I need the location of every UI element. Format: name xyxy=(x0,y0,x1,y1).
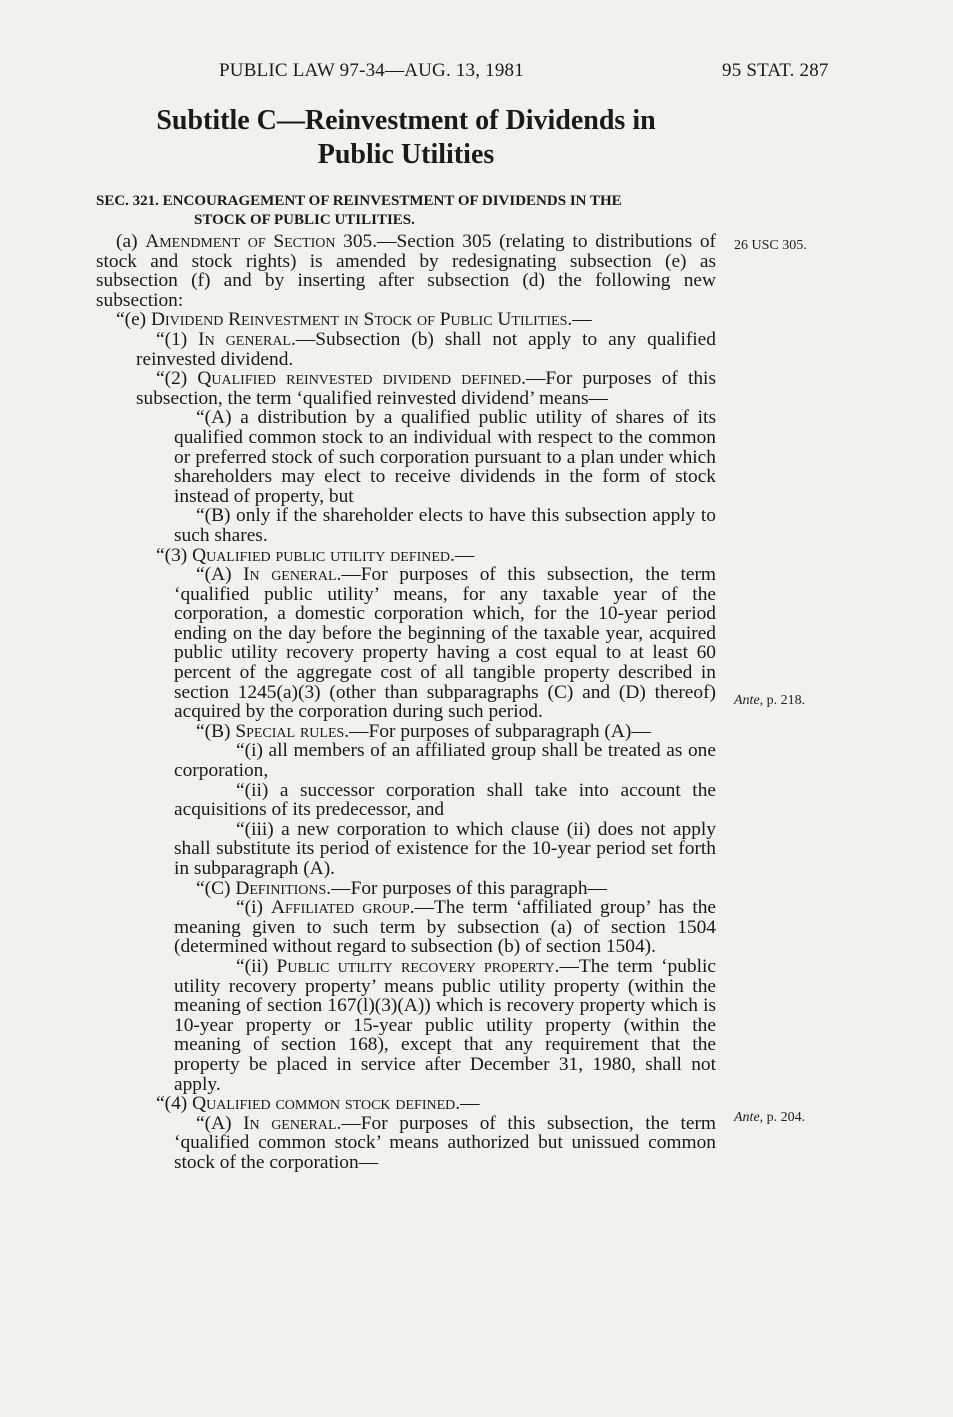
subsection-e-tail: — xyxy=(572,309,592,331)
paragraph-3-b-text: —For purposes of subparagraph (A)— xyxy=(349,720,651,742)
paragraph-2-a: “(A) a distribution by a qualified public utility of shares of its qualified common stock to an individual with respect to the common or preferred stock of such corporation pursuant to a plan under which shareholders may elect to receive dividends in the form of stock instead of property, but xyxy=(174,407,716,507)
paragraph-3-c xyxy=(96,879,716,899)
ante-word: Ante, xyxy=(734,1110,764,1125)
subsection-e-heading: Dividend Reinvestment in Stock of Public Utilities. xyxy=(150,309,573,331)
paragraph-3-b xyxy=(96,722,716,742)
clause-3-c-ii xyxy=(96,957,716,1094)
paragraph-3-b-open: “(B) xyxy=(196,720,236,742)
section-heading xyxy=(96,192,716,230)
paragraph-3-open: “(3) xyxy=(156,544,193,566)
clause-3-c-ii-open: “(ii) xyxy=(236,955,277,977)
paragraph-3-b-heading: Special rules. xyxy=(235,720,350,742)
ante-page: p. 204. xyxy=(766,1110,806,1125)
section-heading-line2: STOCK OF PUBLIC UTILITIES. xyxy=(194,212,415,228)
clause-3-c-i xyxy=(96,898,716,957)
paragraph-1-text: —Subsection (b) shall not apply to any qualified reinvested dividend. xyxy=(136,328,716,370)
paragraph-4-a xyxy=(96,1114,716,1173)
clause-3-b-ii: “(ii) a successor corporation shall take into account the acquisitions of its predecessor, and xyxy=(174,779,716,821)
paragraph-3-heading: Qualified public utility defined. xyxy=(192,544,455,566)
paragraph-4-a-open: “(A) xyxy=(196,1112,244,1134)
paragraph-4-tail: — xyxy=(460,1093,480,1115)
public-law-citation: PUBLIC LAW 97-34—AUG. 13, 1981 xyxy=(219,60,524,81)
paragraph-3-c-text: —For purposes of this paragraph— xyxy=(331,877,607,899)
section-heading-line1: SEC. 321. ENCOURAGEMENT OF REINVESTMENT OF DIVIDENDS IN THE xyxy=(96,193,622,209)
paragraph-2-b: “(B) only if the shareholder elects to have this subsection apply to such shares. xyxy=(174,505,716,546)
paragraph-1 xyxy=(96,330,716,369)
paragraph-a: (a) Amendment of Section 305.—Section 305 (relating to distributions of stock and stock rights) is amended by redesignating subsection (e) as subsection (f) and by inserting after subsection (d) the following new subsection: xyxy=(96,231,716,311)
paragraph-a-heading: Amendment of Section 305. xyxy=(145,231,378,252)
paragraph-3-a-open: “(A) xyxy=(196,564,244,586)
ante-page: p. 218. xyxy=(766,693,806,708)
paragraph-4-heading: Qualified common stock defined. xyxy=(192,1093,461,1115)
margin-note-ante-218 xyxy=(734,693,805,709)
clause-3-c-i-heading: Affiliated group. xyxy=(271,897,415,919)
paragraph-1-heading: In general. xyxy=(198,328,296,350)
paragraph-4 xyxy=(96,1094,716,1114)
paragraph-3-a-text: —For purposes of this subsection, the term ‘qualified public utility’ means, for any taxable year of the corporation, a domestic corporation which, for the 10-year period ending on the day before the beginning of the taxable year, acquired public utility recovery property having a cost equal to at least 60 percent of the aggregate cost of all tangible property described in section 1245(a)(3) (other than subparagraphs (C) and (D) thereof) acquired by the corporation during such period. xyxy=(174,564,717,723)
paragraph-2-open: “(2) xyxy=(156,368,198,390)
subtitle-heading-line2: Public Utilities xyxy=(317,139,495,170)
subsection-e xyxy=(96,310,716,330)
subtitle-heading-line1: Subtitle C—Reinvestment of Dividends in xyxy=(156,105,656,136)
ante-word: Ante, xyxy=(734,693,764,708)
paragraph-2-text: —For purposes of this subsection, the term ‘qualified reinvested dividend’ means— xyxy=(136,368,716,409)
paragraph-a-text: —Section 305 (relating to distributions of stock and stock rights) is amended by redesignating subsection (e) as subsection (f) and by inserting after subsection (d) the following new subsection: xyxy=(96,231,716,311)
clause-3-c-ii-text: —The term ‘public utility recovery property’ means public utility property (within the meaning of section 167(l)(3)(A)) which is recovery property which is 10-year property or 15-year public utility property (within the meaning of section 168), except that any requirement that the property be placed in service after December 31, 1980, shall not apply. xyxy=(174,955,716,1095)
running-header xyxy=(0,60,953,86)
paragraph-4-a-heading: In general. xyxy=(243,1112,342,1134)
subsection-e-open: “(e) xyxy=(116,309,151,331)
paragraph-3 xyxy=(96,546,716,566)
margin-note-ante-204 xyxy=(734,1110,805,1126)
paragraph-3-c-open: “(C) xyxy=(196,877,236,899)
clause-3-b-i: “(i) all members of an affiliated group shall be treated as one corporation, xyxy=(174,740,716,782)
subtitle-heading xyxy=(96,104,716,172)
paragraph-1-open: “(1) xyxy=(156,328,199,350)
statute-page-number: 95 STAT. 287 xyxy=(722,60,829,81)
paragraph-3-tail: — xyxy=(454,544,475,566)
paragraph-3-a xyxy=(96,565,716,722)
paragraph-2-heading: Qualified reinvested dividend defined. xyxy=(197,368,526,390)
statute-body xyxy=(96,232,716,1173)
paragraph-4-a-text: —For purposes of this subsection, the term ‘qualified common stock’ means authorized but unissued common stock of the corporation— xyxy=(174,1112,717,1173)
margin-note-usc: 26 USC 305. xyxy=(734,238,807,253)
clause-3-c-i-open: “(i) xyxy=(236,897,271,919)
paragraph-4-open: “(4) xyxy=(156,1093,193,1115)
paragraph-3-c-heading: Definitions. xyxy=(235,877,332,899)
paragraph-3-a-heading: In general. xyxy=(243,564,342,586)
paragraph-2 xyxy=(96,369,716,408)
clause-3-c-i-text: —The term ‘affiliated group’ has the meaning given to such term by subsection (a) of section 1504 (determined without regard to subsection (b) of section 1504). xyxy=(174,897,717,958)
clause-3-b-iii: “(iii) a new corporation to which clause (ii) does not apply shall substitute its period of existence for the 10-year period set forth in subparagraph (A). xyxy=(174,818,716,879)
clause-3-c-ii-heading: Public utility recovery property. xyxy=(276,955,560,977)
